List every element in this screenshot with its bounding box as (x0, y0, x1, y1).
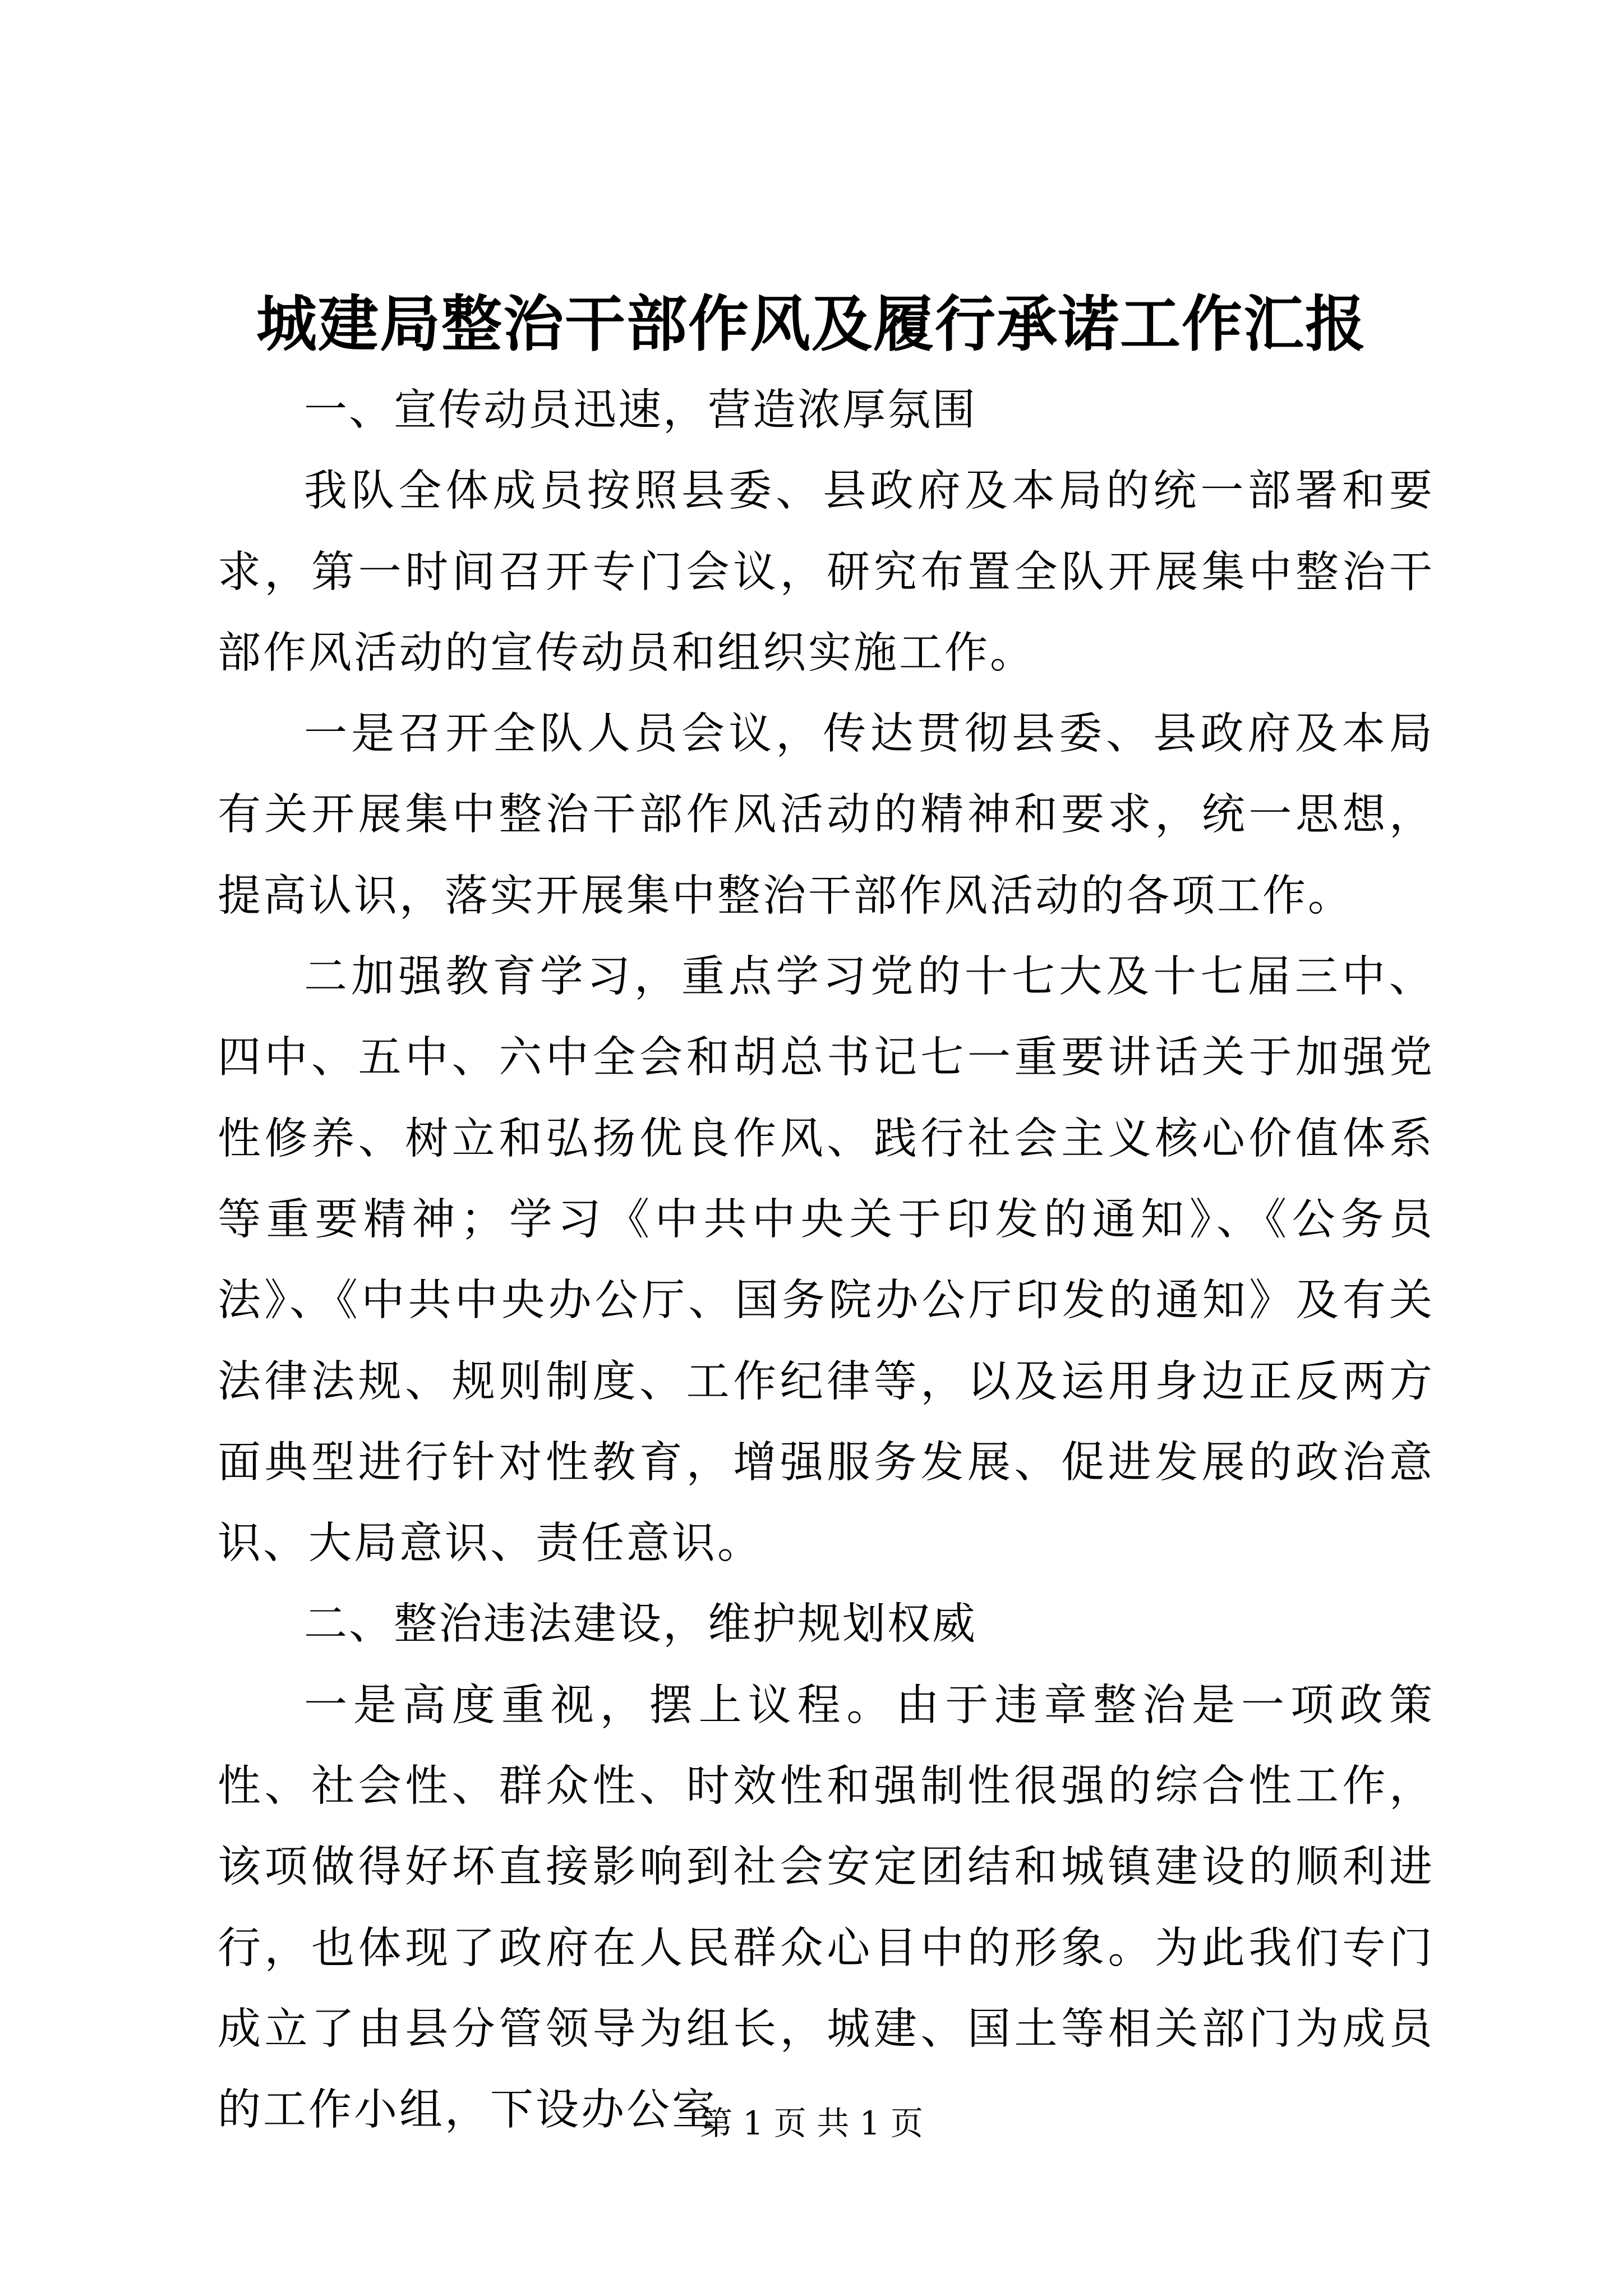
paragraph-2: 一是召开全队人员会议，传达贯彻县委、县政府及本局有关开展集中整治干部作风活动的精神和要求，统一思想，提高认识，落实开展集中整治干部作风活动的各项工作。 (218, 709, 1435, 921)
section-heading-2: 二、整治违法建设，维护规划权威 (304, 1599, 977, 1650)
paragraph-1: 我队全体成员按照县委、县政府及本局的统一部署和要求，第一时间召开专门会议，研究布置全队开展集中整治干部作风活动的宣传动员和组织实施工作。 (218, 466, 1435, 678)
document-body (218, 370, 1435, 2151)
paragraph-3: 二加强教育学习，重点学习党的十七大及十七届三中、四中、五中、六中全会和胡总书记七一重要讲话关于加强党性修养、树立和弘扬优良作风、践行社会主义核心价值体系等重要精神；学习《中共中央关于印发的通知》、《公务员法》、《中共中央办公厅、国务院办公厅印发的通知》及有关法律法规、规则制度、工作纪律等，以及运用身边正反两方面典型进行针对性教育，增强服务发展、促进发展的政治意识、大局意识、责任意识。 (218, 952, 1435, 1569)
document-title: 城建局整治干部作风及履行承诺工作汇报 (256, 289, 1367, 360)
section-heading-1: 一、宣传动员迅速，营造浓厚氛围 (304, 385, 977, 435)
page-footer: 第 1 页 共 1 页 (700, 2104, 923, 2142)
paragraph-4: 一是高度重视，摆上议程。由于违章整治是一项政策性、社会性、群众性、时效性和强制性很强的综合性工作，该项做得好坏直接影响到社会安定团结和城镇建设的顺利进行，也体现了政府在人民群众心目中的形象。为此我们专门成立了由县分管领导为组长，城建、国土等相关部门为成员的工作小组，下设办公室 (218, 1680, 1435, 2136)
